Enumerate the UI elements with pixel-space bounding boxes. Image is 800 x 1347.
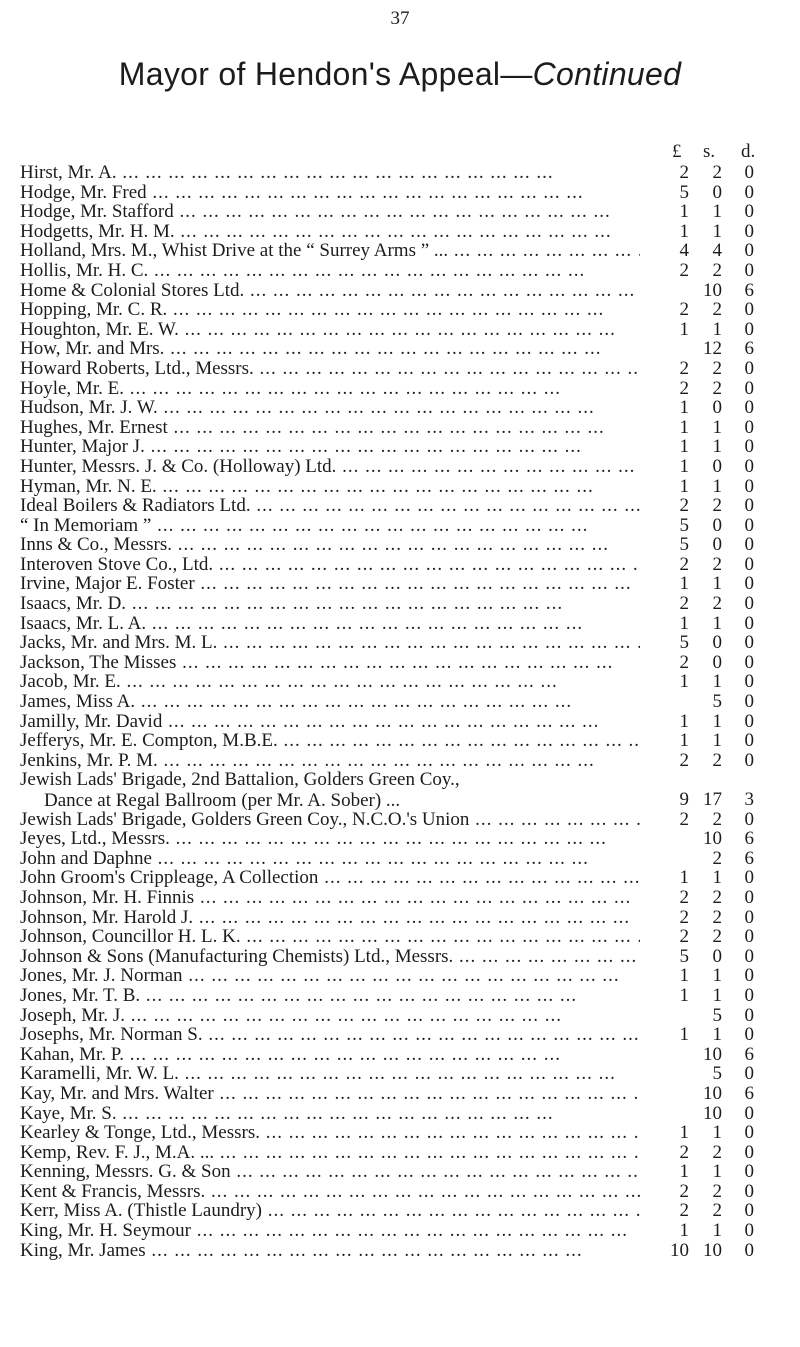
amount-shillings: 5	[712, 1004, 722, 1026]
donor-name: Hopping, Mr. C. R. ... .	[20, 300, 640, 320]
amount-shillings: 2	[712, 926, 722, 948]
donor-name: Jacks, Mr. and Mrs. M. L. ... .	[20, 633, 640, 653]
donor-name: “ In Memoriam ” ... .	[20, 516, 640, 536]
amount-shillings: 10	[703, 1043, 722, 1065]
donor-name: Howard Roberts, Ltd., Messrs. ... .	[20, 359, 640, 379]
amount-pence: 6	[744, 338, 754, 360]
amount-pounds: 2	[679, 1200, 689, 1222]
donor-entry	[0, 712, 800, 732]
amount-pence: 0	[744, 808, 754, 830]
donor-entry	[0, 829, 800, 849]
donor-entry	[0, 1201, 800, 1221]
amount-pounds: 5	[679, 534, 689, 556]
amount-pounds: 5	[679, 514, 689, 536]
amount-pence: 0	[744, 259, 754, 281]
amount-pounds: 2	[679, 906, 689, 928]
amount-shillings: 4	[712, 240, 722, 262]
amount-shillings: 1	[712, 573, 722, 595]
amount-shillings: 0	[712, 514, 722, 536]
donor-name: Hughes, Mr. Ernest ... .	[20, 418, 640, 438]
amount-shillings: 2	[712, 377, 722, 399]
pence-header: d.	[741, 141, 756, 162]
amount-shillings: 10	[703, 1239, 722, 1261]
amount-shillings: 1	[712, 965, 722, 987]
amount-pounds: 4	[679, 240, 689, 262]
donor-name: Kearley & Tonge, Ltd., Messrs. ... .	[20, 1123, 640, 1143]
amount-pence: 0	[744, 906, 754, 928]
amount-pounds: 2	[679, 495, 689, 517]
amount-pounds: 2	[679, 357, 689, 379]
amount-pence: 0	[744, 886, 754, 908]
donor-entry	[0, 672, 800, 692]
donor-entry	[0, 1123, 800, 1143]
donor-name: Hunter, Major J. ... .	[20, 437, 640, 457]
donor-entry	[0, 1182, 800, 1202]
amount-shillings: 1	[712, 984, 722, 1006]
donor-entry	[0, 614, 800, 634]
donor-name: Jewish Lads' Brigade, Golders Green Coy., N.C.O.'s Union ... .	[20, 810, 640, 830]
column-headers	[0, 141, 800, 163]
donor-entry	[0, 810, 800, 830]
donor-name: Johnson, Councillor H. L. K. ... .	[20, 927, 640, 947]
amount-pence: 0	[744, 945, 754, 967]
amount-pence: 0	[744, 357, 754, 379]
donor-entry	[0, 359, 800, 379]
amount-shillings: 5	[712, 691, 722, 713]
donor-entry	[0, 1084, 800, 1104]
donor-name: Jackson, The Misses ... .	[20, 653, 640, 673]
donor-name: Jefferys, Mr. E. Compton, M.B.E. ... .	[20, 731, 640, 751]
amount-pounds: 9	[679, 789, 689, 810]
amount-shillings: 1	[712, 867, 722, 889]
donor-entry	[0, 222, 800, 242]
donor-name: Kahan, Mr. P. ... .	[20, 1045, 640, 1065]
donor-entry	[0, 496, 800, 516]
amount-pounds: 1	[679, 436, 689, 458]
amount-shillings: 1	[712, 671, 722, 693]
amount-pence: 0	[744, 1161, 754, 1183]
amount-pounds: 1	[679, 1161, 689, 1183]
donor-name: Interoven Stove Co., Ltd. ... .	[20, 555, 640, 575]
donor-name: Jenkins, Mr. P. M. ... .	[20, 751, 640, 771]
donor-name: Josephs, Mr. Norman S. ... .	[20, 1025, 640, 1045]
amount-pence: 0	[744, 1220, 754, 1242]
donor-entry	[0, 692, 800, 712]
amount-pence: 0	[744, 1239, 754, 1261]
amount-shillings: 1	[712, 730, 722, 752]
amount-shillings: 2	[712, 357, 722, 379]
amount-pence: 6	[744, 1082, 754, 1104]
amount-shillings: 0	[712, 181, 722, 203]
amount-shillings: 2	[712, 553, 722, 575]
amount-pence: 0	[744, 162, 754, 183]
amount-pence: 0	[744, 671, 754, 693]
donor-name: Kay, Mr. and Mrs. Walter ... .	[20, 1084, 640, 1104]
donor-entry	[0, 261, 800, 281]
amount-shillings: 1	[712, 710, 722, 732]
amount-pounds: 5	[679, 632, 689, 654]
donor-entry	[0, 1143, 800, 1163]
donor-name: Ideal Boilers & Radiators Ltd. ... .	[20, 496, 640, 516]
donor-name: John Groom's Crippleage, A Collection ... .	[20, 868, 640, 888]
donor-name: Kaye, Mr. S. ... .	[20, 1104, 640, 1124]
amount-shillings: 2	[712, 886, 722, 908]
amount-pence: 0	[744, 534, 754, 556]
amount-pence: 0	[744, 1024, 754, 1046]
donor-name: Joseph, Mr. J. ... .	[20, 1006, 640, 1026]
amount-pence: 0	[744, 377, 754, 399]
donor-name: How, Mr. and Mrs. ... .	[20, 339, 640, 359]
donor-entry	[0, 731, 800, 751]
amount-pence: 0	[744, 965, 754, 987]
amount-shillings: 10	[703, 1082, 722, 1104]
donor-entry	[0, 966, 800, 986]
amount-pounds: 1	[679, 612, 689, 634]
amount-pence: 0	[744, 416, 754, 438]
donor-name: Kemp, Rev. F. J., M.A. ... ... .	[20, 1143, 640, 1163]
donor-entry	[0, 183, 800, 203]
donor-name: Kerr, Miss A. (Thistle Laundry) ... .	[20, 1201, 640, 1221]
amount-pence: 0	[744, 691, 754, 713]
amount-pence: 0	[744, 455, 754, 477]
shillings-header: s.	[703, 141, 716, 162]
amount-pounds: 1	[679, 1122, 689, 1144]
amount-pence: 0	[744, 318, 754, 340]
donor-name: Hunter, Messrs. J. & Co. (Holloway) Ltd. ... .	[20, 457, 640, 477]
amount-shillings: 1	[712, 1220, 722, 1242]
donor-name: John and Daphne ... .	[20, 849, 640, 869]
donor-entry	[0, 1104, 800, 1124]
amount-pounds: 1	[679, 984, 689, 1006]
donor-entry	[0, 477, 800, 497]
amount-shillings: 2	[712, 749, 722, 771]
amount-pence: 0	[744, 612, 754, 634]
amount-pence: 0	[744, 1180, 754, 1202]
amount-pence: 0	[744, 201, 754, 223]
amount-pence: 6	[744, 279, 754, 301]
amount-pounds: 2	[679, 1180, 689, 1202]
donor-name-continuation: Dance at Regal Ballroom (per Mr. A. Sober) ...	[44, 789, 401, 811]
amount-shillings: 2	[712, 259, 722, 281]
amount-pounds: 1	[679, 730, 689, 752]
amount-pence: 0	[744, 181, 754, 203]
amount-pence: 0	[744, 984, 754, 1006]
amount-shillings: 2	[712, 299, 722, 321]
amount-shillings: 2	[712, 1200, 722, 1222]
amount-shillings: 1	[712, 475, 722, 497]
amount-pounds: 5	[679, 181, 689, 203]
donor-entry	[0, 986, 800, 1006]
donor-name: King, Mr. H. Seymour ... .	[20, 1221, 640, 1241]
donor-name: Inns & Co., Messrs. ... .	[20, 535, 640, 555]
amount-shillings: 1	[712, 612, 722, 634]
amount-pence: 0	[744, 1004, 754, 1026]
donor-name: Jamilly, Mr. David ... .	[20, 712, 640, 732]
donor-entry	[0, 594, 800, 614]
donor-name	[20, 770, 670, 811]
donor-entry	[0, 163, 800, 183]
page-number: 37	[390, 8, 410, 29]
donor-entry	[0, 1221, 800, 1241]
donor-name: Johnson & Sons (Manufacturing Chemists) Ltd., Messrs. ... .	[20, 947, 640, 967]
amount-pence: 0	[744, 867, 754, 889]
amount-shillings: 1	[712, 318, 722, 340]
donor-list	[0, 163, 800, 1260]
donor-entry	[0, 1162, 800, 1182]
pounds-header: £	[672, 141, 682, 162]
amount-pence: 0	[744, 475, 754, 497]
amount-shillings: 1	[712, 220, 722, 242]
amount-pounds: 2	[679, 553, 689, 575]
amount-pence: 0	[744, 730, 754, 752]
donor-entry	[0, 633, 800, 653]
donor-entry	[0, 398, 800, 418]
amount-pounds: 1	[679, 1220, 689, 1242]
donor-name: Hoyle, Mr. E. ... .	[20, 379, 640, 399]
amount-pence: 0	[744, 573, 754, 595]
donor-name: Home & Colonial Stores Ltd. ... .	[20, 281, 640, 301]
donor-entry	[0, 1241, 800, 1261]
donor-name: Hirst, Mr. A. ... .	[20, 163, 640, 183]
donor-name: Johnson, Mr. H. Finnis ... .	[20, 888, 640, 908]
donor-name: Kenning, Messrs. G. & Son ... .	[20, 1162, 640, 1182]
donor-name: Hudson, Mr. J. W. ... .	[20, 398, 640, 418]
amount-pounds: 2	[679, 162, 689, 183]
donor-name: Isaacs, Mr. D. ... .	[20, 594, 640, 614]
donor-entry	[0, 888, 800, 908]
donor-entry	[0, 849, 800, 869]
amount-shillings: 1	[712, 1024, 722, 1046]
donor-name: Hodge, Mr. Stafford ... .	[20, 202, 640, 222]
amount-pounds: 2	[679, 299, 689, 321]
amount-pence: 0	[744, 1102, 754, 1124]
donor-entry	[0, 535, 800, 555]
amount-pence: 0	[744, 220, 754, 242]
donor-name: Hodgetts, Mr. H. M. ... .	[20, 222, 640, 242]
donor-entry	[0, 241, 800, 261]
amount-pence: 0	[744, 926, 754, 948]
amount-pounds: 1	[679, 397, 689, 419]
donor-name: Houghton, Mr. E. W. ... .	[20, 320, 640, 340]
amount-shillings: 1	[712, 436, 722, 458]
donor-name: Johnson, Mr. Harold J. ... .	[20, 908, 640, 928]
amount-pounds: 5	[679, 945, 689, 967]
amount-shillings: 2	[712, 808, 722, 830]
amount-pounds: 2	[679, 749, 689, 771]
amount-pence: 0	[744, 397, 754, 419]
amount-shillings: 2	[712, 906, 722, 928]
amount-pounds: 2	[679, 808, 689, 830]
donor-entry	[0, 1064, 800, 1084]
amount-pence: 6	[744, 847, 754, 869]
donor-entry	[0, 1006, 800, 1026]
amount-pence: 0	[744, 749, 754, 771]
amount-shillings: 17	[703, 789, 722, 810]
amount-pounds: 2	[679, 886, 689, 908]
amount-pence: 0	[744, 553, 754, 575]
donor-name: Jones, Mr. T. B. ... .	[20, 986, 640, 1006]
donor-entry	[0, 927, 800, 947]
amount-pence: 0	[744, 495, 754, 517]
amount-shillings: 12	[703, 338, 722, 360]
heading-continued: Continued	[532, 56, 682, 92]
amount-shillings: 1	[712, 1122, 722, 1144]
amount-pence: 0	[744, 1200, 754, 1222]
amount-pounds: 1	[679, 965, 689, 987]
donor-entry	[0, 653, 800, 673]
donor-name: Jones, Mr. J. Norman ... .	[20, 966, 640, 986]
amount-pounds: 10	[670, 1239, 689, 1261]
amount-shillings: 0	[712, 945, 722, 967]
amount-shillings: 2	[712, 593, 722, 615]
amount-pence: 0	[744, 299, 754, 321]
amount-pence: 0	[744, 1141, 754, 1163]
donor-entry	[0, 418, 800, 438]
amount-pounds: 2	[679, 1141, 689, 1163]
donor-entry	[0, 379, 800, 399]
amount-shillings: 1	[712, 1161, 722, 1183]
amount-pounds: 1	[679, 867, 689, 889]
amount-shillings: 0	[712, 455, 722, 477]
donor-entry	[0, 770, 800, 809]
donor-entry	[0, 516, 800, 536]
amount-pounds: 2	[679, 259, 689, 281]
donor-entry	[0, 574, 800, 594]
amount-shillings: 2	[712, 847, 722, 869]
donor-entry	[0, 751, 800, 771]
donor-entry	[0, 908, 800, 928]
donor-name: Hodge, Mr. Fred ... .	[20, 183, 640, 203]
donor-name-line: Jewish Lads' Brigade, 2nd Battalion, Golders Green Coy.,	[20, 770, 460, 791]
donor-name: Kent & Francis, Messrs. ... .	[20, 1182, 640, 1202]
amount-pounds: 1	[679, 220, 689, 242]
amount-pounds: 1	[679, 1024, 689, 1046]
donor-entry	[0, 1045, 800, 1065]
amount-pence: 0	[744, 632, 754, 654]
amount-pence: 0	[744, 651, 754, 673]
amount-pence: 0	[744, 240, 754, 262]
donor-name: Jacob, Mr. E. ... .	[20, 672, 640, 692]
amount-shillings: 0	[712, 397, 722, 419]
amount-shillings: 0	[712, 651, 722, 673]
amount-shillings: 2	[712, 495, 722, 517]
amount-pounds: 1	[679, 710, 689, 732]
amount-pounds: 2	[679, 926, 689, 948]
amount-pence: 0	[744, 1063, 754, 1085]
donor-entry	[0, 868, 800, 888]
donor-entry	[0, 457, 800, 477]
amount-pounds: 2	[679, 651, 689, 673]
amount-pence: 6	[744, 828, 754, 850]
amount-shillings: 5	[712, 1063, 722, 1085]
amount-pounds: 1	[679, 475, 689, 497]
amount-pence: 0	[744, 593, 754, 615]
donor-name: Hyman, Mr. N. E. ... .	[20, 477, 640, 497]
amount-pounds: 2	[679, 377, 689, 399]
amount-shillings: 2	[712, 162, 722, 183]
donor-entry	[0, 555, 800, 575]
amount-shillings: 10	[703, 1102, 722, 1124]
amount-pounds: 1	[679, 416, 689, 438]
amount-pence: 0	[744, 514, 754, 536]
donor-entry	[0, 1025, 800, 1045]
donor-entry	[0, 281, 800, 301]
amount-shillings: 0	[712, 632, 722, 654]
amount-pence: 0	[744, 436, 754, 458]
donor-name: Karamelli, Mr. W. L. ... .	[20, 1064, 640, 1084]
donor-name: Isaacs, Mr. L. A. ... .	[20, 614, 640, 634]
donor-entry	[0, 300, 800, 320]
donor-entry	[0, 202, 800, 222]
donor-name: Holland, Mrs. M., Whist Drive at the “ Surrey Arms ” ... ... .	[20, 241, 640, 261]
donor-entry	[0, 437, 800, 457]
amount-shillings: 0	[712, 534, 722, 556]
amount-shillings: 2	[712, 1180, 722, 1202]
donor-entry	[0, 947, 800, 967]
amount-shillings: 10	[703, 828, 722, 850]
amount-pounds: 2	[679, 593, 689, 615]
donor-name: Irvine, Major E. Foster ... .	[20, 574, 640, 594]
amount-shillings: 10	[703, 279, 722, 301]
donor-entry	[0, 320, 800, 340]
amount-pence: 0	[744, 1122, 754, 1144]
donor-name: Hollis, Mr. H. C. ... .	[20, 261, 640, 281]
amount-shillings: 1	[712, 201, 722, 223]
amount-pounds: 1	[679, 671, 689, 693]
amount-pence: 0	[744, 710, 754, 732]
donor-name: Jeyes, Ltd., Messrs. ... .	[20, 829, 640, 849]
page-heading	[0, 56, 800, 93]
amount-shillings: 1	[712, 416, 722, 438]
amount-shillings: 2	[712, 1141, 722, 1163]
heading-main: Mayor of Hendon's Appeal—	[118, 56, 533, 92]
amount-pounds: 1	[679, 455, 689, 477]
amount-pounds: 1	[679, 573, 689, 595]
amount-pounds: 1	[679, 318, 689, 340]
amount-pence: 3	[744, 789, 754, 810]
donor-entry	[0, 339, 800, 359]
amount-pounds: 1	[679, 201, 689, 223]
donor-name: King, Mr. James ... .	[20, 1241, 640, 1261]
amount-pence: 6	[744, 1043, 754, 1065]
donor-name: James, Miss A. ... .	[20, 692, 640, 712]
